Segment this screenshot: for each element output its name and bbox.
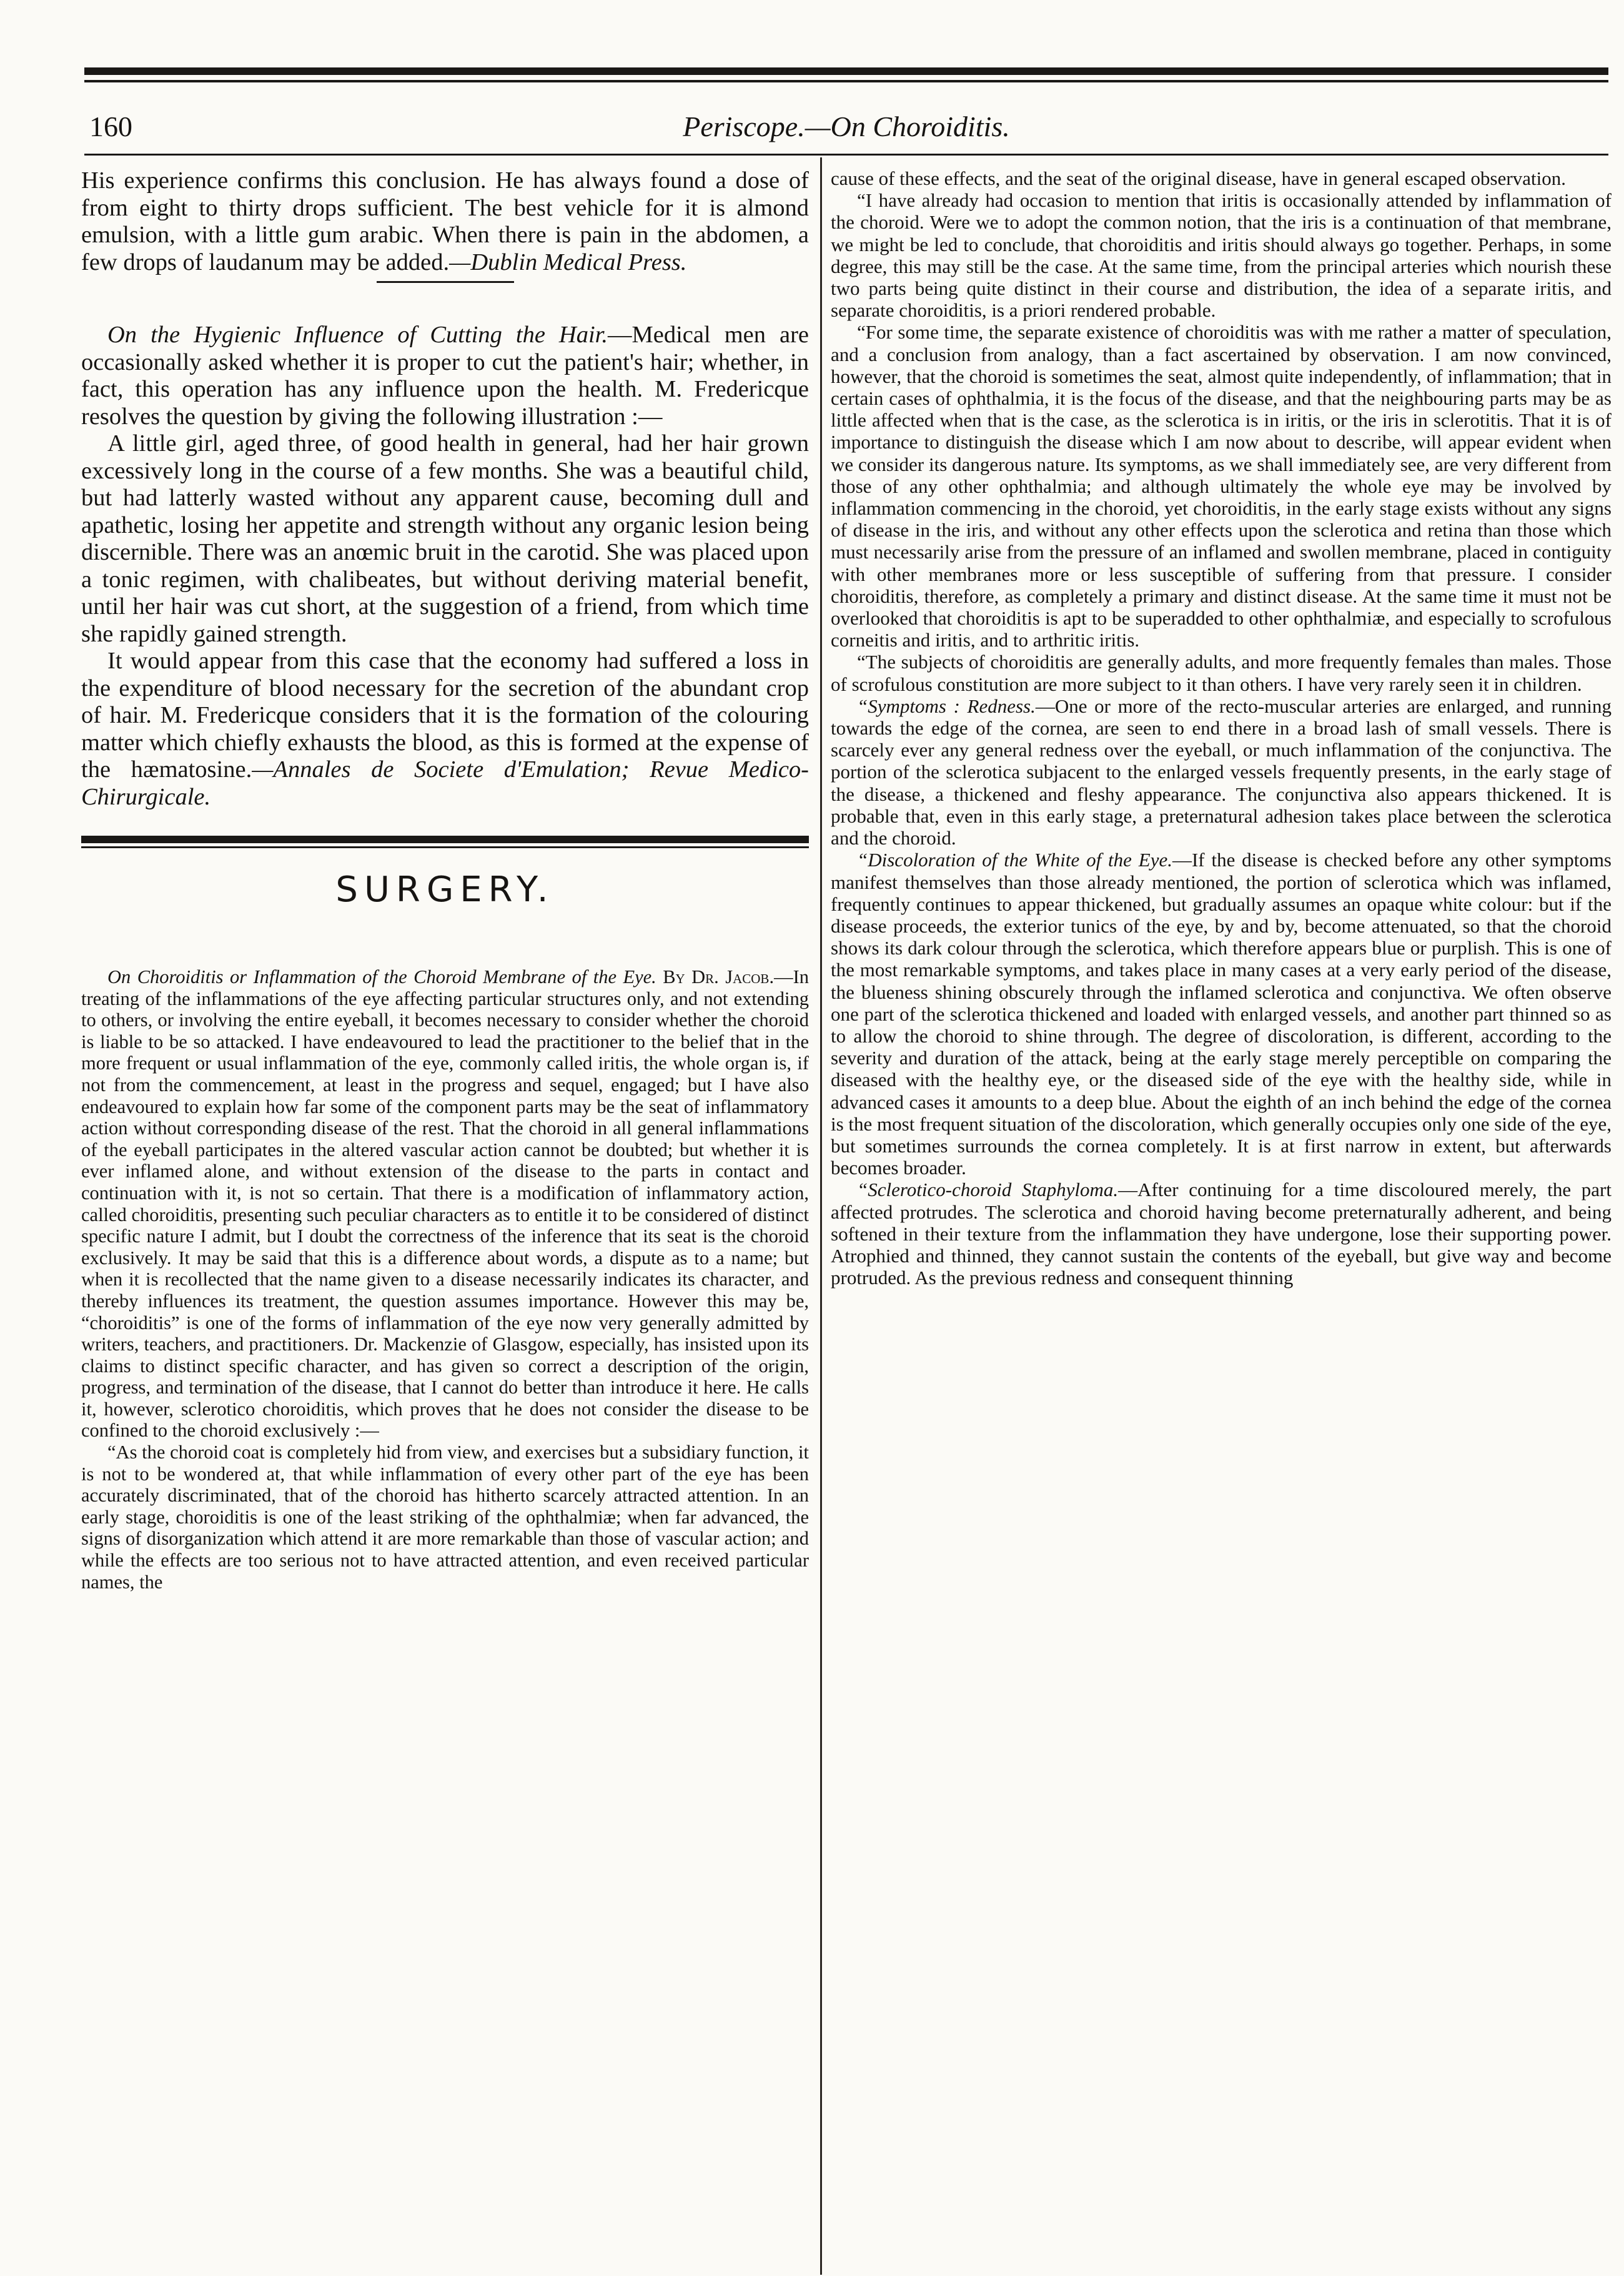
surgery-article-heading: On Choroiditis or Inflammation of the Choroid Membrane of the Eye.: [107, 966, 656, 987]
surgery-quote-paragraph: “As the choroid coat is completely hid from view, and exercises but a subsidiary function, it is not to be wondered at, that while inflammation of every other part of the eye has been accurately discriminated, that of the choroid has hitherto scarcely attracted attention. In an early stage, choroiditis is one of the least striking of the ophthalmiæ; when far advanced, the signs of disorganization which attend it are more remarkable than those of vascular action; and while the effects are too serious not to have attracted attention, and even received particular names, the: [81, 1442, 809, 1593]
surgery-intro-paragraph: [81, 966, 809, 1442]
staphyloma-heading: “Sclerotico-choroid Staphyloma.: [857, 1179, 1119, 1201]
section-rule-thick: [81, 836, 809, 843]
hair-article-heading: On the Hygienic Influence of Cutting the Hair.: [107, 322, 608, 348]
dublin-paragraph: [81, 167, 809, 276]
hair-source: —Annales de Societe d'Emulation; Revue Medico-Chirurgicale.: [81, 756, 809, 810]
top-rule-thick: [84, 67, 1608, 75]
hair-conclusion-paragraph: [81, 648, 809, 811]
discoloration-heading: “Discoloration of the White of the Eye.: [857, 849, 1172, 871]
section-title: SURGERY.: [335, 869, 555, 910]
header-rule: [84, 154, 1608, 156]
staphyloma-paragraph: [831, 1179, 1612, 1289]
discoloration-paragraph: [831, 849, 1612, 1179]
iritis-paragraph: “I have already had occasion to mention that iritis is occasionally attended by inflammation of the choroid. Were we to adopt the common notion, that the iris is a continuation of that membrane, we might be led to conclude, that choroiditis and iritis should always go together. Perhaps, in some degree, this may still be the case. At the same time, from the principal arteries which nourish these two parts being quite distinct in their course and distribution, the idea of a separate iritis, and separate choroiditis, is a priori rendered probable.: [831, 189, 1612, 322]
dublin-text: His experience confirms this conclusion. He has always found a dose of from eight to thirty drops sufficient. The best vehicle for it is almond emulsion, with a little gum arabic. When there is pain in the abdomen, a few drops of laudanum may be added.: [81, 167, 809, 275]
column-divider: [820, 157, 822, 2275]
running-title: Periscope.—On Choroiditis.: [683, 111, 1010, 142]
surgery-author: By Dr. Jacob.: [663, 966, 775, 987]
page-header: [84, 110, 1608, 150]
redness-paragraph: [831, 695, 1612, 849]
continuation-paragraph: cause of these effects, and the seat of the original disease, have in general escaped observation.: [831, 167, 1566, 189]
hair-case-paragraph: A little girl, aged three, of good health in general, had her hair grown excessively long in the course of a few months. She was a beautiful child, but had latterly wasted without any apparent cause, becoming dull and apathetic, losing her appetite and strength without any organic lesion being discernible. There was an anœmic bruit in the carotid. She was placed upon a tonic regimen, with chalibeates, but without deriving material benefit, until her hair was cut short, at the suggestion of a friend, from which time she rapidly gained strength.: [81, 430, 809, 647]
spacer: [81, 283, 809, 322]
top-rule-thin: [84, 80, 1608, 82]
section-rule-thin: [81, 846, 809, 848]
left-column: [81, 167, 809, 2272]
hair-intro-text: —Medical men are occasionally asked whether it is proper to cut the patient's hair; whether, in fact, this operation has any influence upon the health. M. Fredericque resolves the question by giving the following illustration :—: [81, 322, 809, 430]
staphyloma-text: —After continuing for a time discoloured merely, the part affected protrudes. The sclerotica and choroid having become preternaturally adherent, and being softened in their texture from the inflammation they have undergone, lose their supporting power. Atrophied and thinned, they cannot sustain the contents of the eyeball, but give way and become protruded. As the previous redness and consequent thinning: [831, 1179, 1612, 1289]
dublin-source: —Dublin Medical Press.: [449, 249, 687, 275]
discoloration-text: —If the disease is checked before any other symptoms manifest themselves than those already mentioned, the portion of sclerotica which was inflamed, frequently continues to appear thickened, but gradually assumes an opaque white colour: but if the disease proceeds, the exterior tunics of the eye, by and by, become attenuated, so that the choroid shows its dark colour through the sclerotica, which therefore appears blue or purplish. This is one of the most remarkable symptoms, and takes place in many cases at a very early period of the disease, the blueness shining obscurely through the inflamed sclerotica and conjunctiva. We often observe one part of the sclerotica thickened and loaded with enlarged vessels, and another part thinned so as to allow the choroid to shine through. The degree of discoloration, is different, according to the severity and duration of the attack, being at the early stage merely perceptible on comparing the diseased with the healthy eye, or the diseased side of the eye with the healthy side, while in advanced cases it amounts to a deep blue. About the eighth of an inch behind the edge of the cornea is the most frequent situation of the discoloration, which generally occupies only one side of the eye, but sometimes surrounds the cornea completely. It is at first narrow in extent, but afterwards becomes broader.: [831, 849, 1612, 1179]
hair-conclusion-text: It would appear from this case that the economy had suffered a loss in the expenditure of blood necessary for the secretion of the abundant crop of hair. M. Fredericque considers that it is the formation of the colouring matter which chiefly exhausts the blood, as this is formed at the expense of the hæmatosine.: [81, 648, 809, 783]
hair-intro-paragraph: [81, 322, 809, 430]
redness-text: —One or more of the recto-muscular arteries are enlarged, and running towards the edge of the cornea, are seen to end there in a broad lash of small vessels. There is scarcely ever any general redness over the eyeball, or much inflammation of the conjunctiva. The portion of the sclerotica subjacent to the enlarged vessels frequently presents, in the early stage of the disease, a thickened and fleshy appearance. The conjunctiva also appears thickened. It is probable that, even in this early stage, a preternatural adhesion takes place between the sclerotica and the choroid.: [831, 695, 1612, 849]
page-number: 160: [89, 111, 132, 142]
surgery-intro-text: —In treating of the inflammations of the eye affecting particular structures only, and not extending to others, or involving the entire eyeball, it becomes necessary to consider whether the choroid is liable to be so attacked. I have endeavoured to lead the practitioner to the belief that in the more frequent or usual inflammation of the eye, commonly called iritis, the whole organ is, if not from the commencement, at least in the progress and sequel, engaged; but I have also endeavoured to explain how far some of the component parts may be the seat of inflammatory action without corresponding disease of the rest. That the choroid in all general inflammations of the eyeball participates in the altered vascular action cannot be doubted; but whether it is ever inflamed alone, and without extension of the disease to the parts in contact and continuation with it, is not so certain. That there is a modification of inflammatory action, called choroiditis, presenting such peculiar characters as to entitle it to be considered of distinct specific nature I admit, but I doubt the correctness of the inference that its seat is the choroid exclusively. It may be said that this is a difference about words, a dispute as to a name; but when it is recollected that the name given to a disease necessarily indicates its character, and thereby influences its treatment, the question assumes importance. However this may be, “choroiditis” is one of the forms of inflammation of the eye now very generally admitted by writers, teachers, and practitioners. Dr. Mackenzie of Glasgow, especially, has insisted upon its claims to distinct specific character, and has given so correct a description of the origin, progress, and termination of the disease, that I cannot do better than introduce it here. He calls it, however, sclerotico choroiditis, which proves that he does not consider the disease to be confined to the choroid exclusively :—: [81, 966, 809, 1442]
redness-heading: “Symptoms : Redness.: [857, 695, 1036, 717]
separate-existence-paragraph: “For some time, the separate existence of choroiditis was with me rather a matter of speculation, and a conclusion from analogy, than a fact ascertained by observation. I am now convinced, however, that the choroid is sometimes the seat, almost quite independently, of inflammation; that in certain cases of ophthalmia, it is the focus of the disease, and that the neighbouring parts may be as little affected when that is the case, as the sclerotica is in iritis, or the iris in sclerotitis. That it is of importance to distinguish the disease which I am now about to describe, will appear evident when we consider its dangerous nature. Its symptoms, as we shall immediately see, are very different from those of any other ophthalmia; and although ultimately the whole eye may be involved by inflammation commencing in the choroid, yet choroiditis, in the early stage exists without any signs of disease in the iris, and without any other effects upon the sclerotica and retina than those which must necessarily arise from the pressure of an inflamed and swollen membrane, placed in contiguity with other membranes more or less susceptible of suffering from that pressure. I consider choroiditis, therefore, as completely a primary and distinct disease. At the same time it must not be overlooked that choroiditis is apt to be superadded to other ophthalmiæ, and especially to scrofulous corneitis and iritis, and to arthritic iritis.: [831, 321, 1612, 651]
subjects-paragraph: “The subjects of choroiditis are generally adults, and more frequently females than males. Those of scrofulous constitution are more subject to it than others. I have very rarely seen it in children.: [831, 651, 1612, 695]
right-column: [831, 167, 1612, 2272]
